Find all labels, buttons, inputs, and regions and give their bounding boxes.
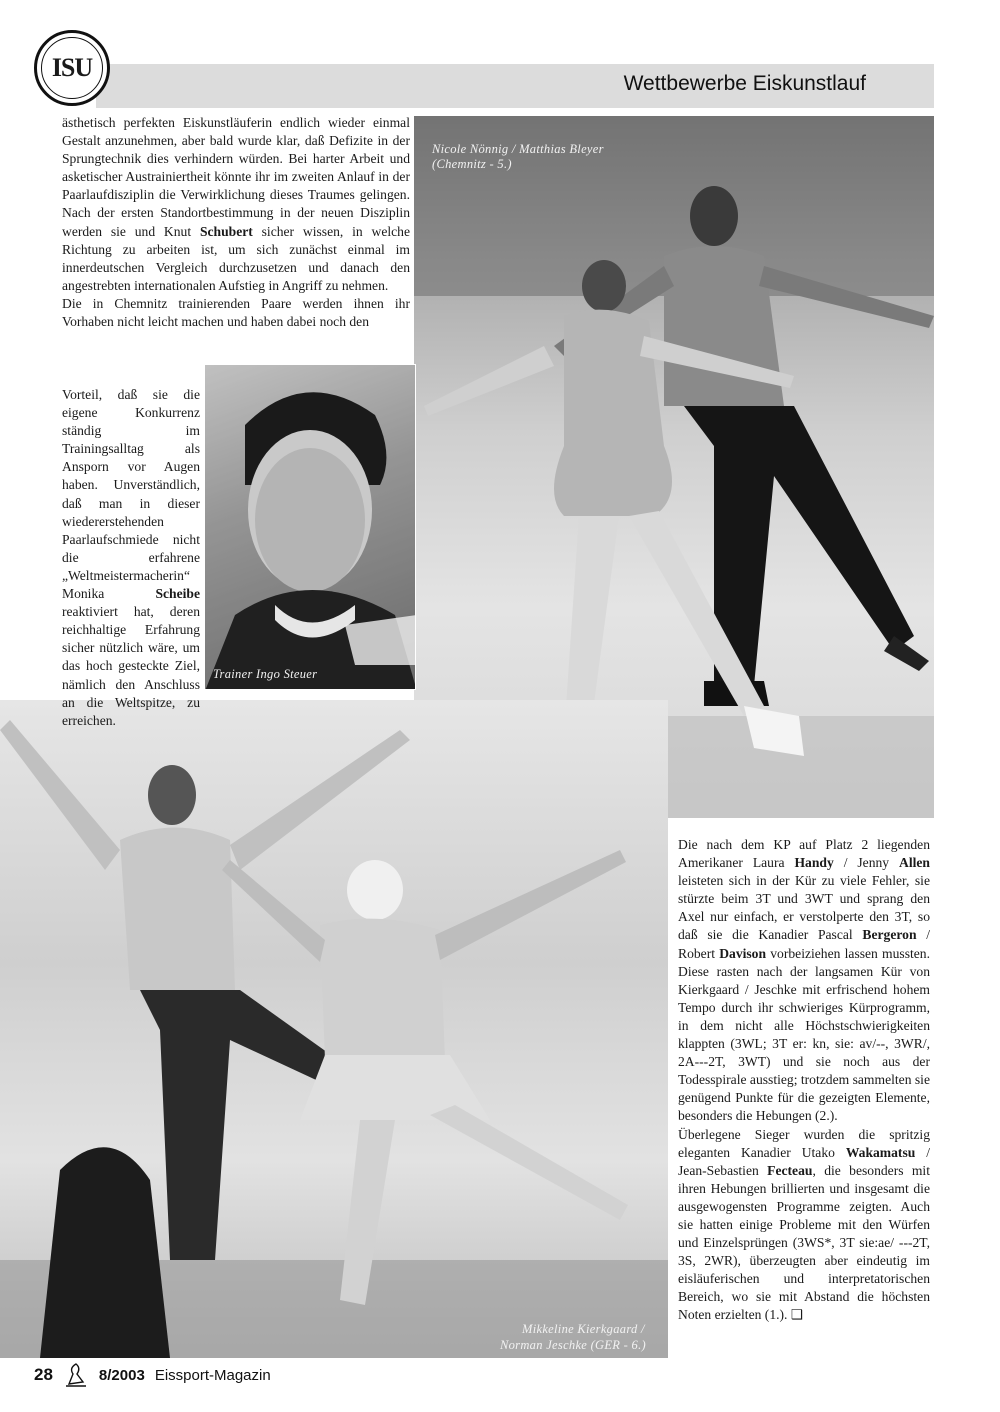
text-run: , die besonders mit ihren Hebungen brillierten und insgesamt die ausgewogensten Programme zeigten. Auch sie hatten einige Probleme mit den Würfen und Einzelsprüngen (3WS*, 3T sie:ae/ ---2T, 3S, 2WR), überzeugten aber eindeutig im eisläuferischen und interpretatorischen Bereich, wo sie mit Abstand die höchsten Noten erzielten (1.).: [678, 1162, 930, 1323]
article-paragraph: [62, 295, 410, 331]
end-of-article-mark: ❑: [790, 1307, 804, 1323]
name-allen: Allen: [899, 855, 930, 871]
text-run: / Robert: [678, 927, 930, 961]
article-paragraph: [62, 114, 410, 295]
name-scheibe: Scheibe: [155, 586, 200, 602]
article-paragraph: [678, 1126, 930, 1325]
name-schubert: Schubert: [199, 223, 253, 239]
isu-logo: [34, 30, 110, 106]
caption-top-photo-line2: (Chemnitz - 5.): [432, 157, 512, 171]
caption-bottom-photo-line1: Mikkeline Kierkgaard /: [522, 1322, 645, 1336]
text-run: vorbeiziehen lassen mussten. Diese rasten nach der langsamen Kür von Kierkgaard / Jeschke mit erfrischend hohem Tempo durch ihr schwieriges Kürprogramm, in dem nicht alle Höchstschwierigkeiten klappten (3WL; 3T er: kn, sie: av/--, 3WR/, 2A---2T, 3WT) und sie noch aus der Todesspirale ausstieg; trotzdem sammelten sie genügend Punkte für die gezeigten Elemente, besonders die Hebungen (2.).: [678, 945, 930, 1124]
caption-trainer: Trainer Ingo Steuer: [213, 667, 318, 681]
caption-bottom-photo-line2: Norman Jeschke (GER - 6.): [500, 1338, 646, 1352]
isu-logo-text: ISU: [41, 37, 103, 99]
trainer-portrait-illustration: [205, 365, 416, 690]
name-wakamatsu: Wakamatsu: [845, 1144, 916, 1160]
text-run: / Jean-Sebastien: [678, 1144, 930, 1178]
page-footer: [34, 1362, 271, 1388]
section-header-bar: [96, 64, 934, 108]
text-run: / Jenny: [833, 855, 900, 871]
name-bergeron: Bergeron: [862, 927, 917, 943]
pair-skaters-bottom-illustration: [0, 700, 668, 1358]
page-number: 28: [34, 1365, 53, 1384]
photo-kierkgaard-jeschke: [0, 700, 668, 1358]
article-left-upper: [62, 114, 410, 331]
text-run: Die in Chemnitz trainierenden Paare werden ihnen ihr Vorhaben nicht leicht machen und haben dabei noch den: [62, 295, 410, 330]
skater-emblem-icon: [63, 1362, 89, 1388]
name-davison: Davison: [719, 945, 767, 961]
text-run: Die nach dem KP auf Platz 2 liegenden Amerikaner Laura: [678, 837, 930, 871]
magazine-name: Eissport-Magazin: [154, 1366, 271, 1384]
article-right: [678, 836, 930, 1325]
article-left-narrow: [62, 386, 200, 730]
article-paragraph: [62, 386, 200, 730]
caption-top-photo-line1: Nicole Nönnig / Matthias Bleyer: [432, 142, 604, 156]
text-run: reaktiviert hat, deren reichhaltige Erfahrung sicher nützlich wäre, um das hoch gesteckte Ziel, nämlich den Anschluss an die Weltspitze, zu erreichen.: [62, 604, 200, 728]
text-run: leisteten sich in der Kür zu viele Fehler, sie stürzte beim 3T und 3WT und sprang den Axel nur einfach, er verstolperte den 3T, so daß sie die Kanadier Pascal: [678, 873, 930, 943]
name-handy: Handy: [794, 855, 834, 871]
text-run: Vorteil, daß sie die eigene Konkurrenz ständig im Trainingsalltag als Ansporn vor Augen haben. Unverständlich, daß man in dieser wiedererstehenden Paarlaufschmiede nicht die erfahrene „Weltmeistermacherin“ Monika: [62, 387, 200, 602]
text-run: Überlegene Sieger wurden die spritzig eleganten Kanadier Utako: [678, 1126, 930, 1160]
photo-trainer-ingo-steuer: [204, 364, 416, 690]
section-title: Wettbewerbe Eiskunstlauf: [623, 72, 866, 95]
article-paragraph: [678, 836, 930, 1126]
text-run: ästhetisch perfekten Eiskunstläuferin endlich wieder einmal Gestalt anzunehmen, aber bald wurde klar, daß Defizite in der Sprungtechnik dies verhindern würden. Bei harter Arbeit und asketischer Austrainiertheit könnte ihr im zweiten Anlauf in der Paarlaufdisziplin die Verwirklichung dieses Traumes gelingen. Nach der ersten Standortbestimmung in der neuen Disziplin werden sie und Knut: [62, 115, 410, 239]
name-fecteau: Fecteau: [767, 1162, 813, 1178]
issue-number: 8/2003: [98, 1366, 145, 1384]
text-run: sicher wissen, in welche Richtung zu arbeiten ist, um sich zunächst einmal im innerdeutschen Vergleich durchzusetzen und danach den angestrebten internationalen Aufstieg in Angriff zu nehmen.: [62, 223, 410, 293]
